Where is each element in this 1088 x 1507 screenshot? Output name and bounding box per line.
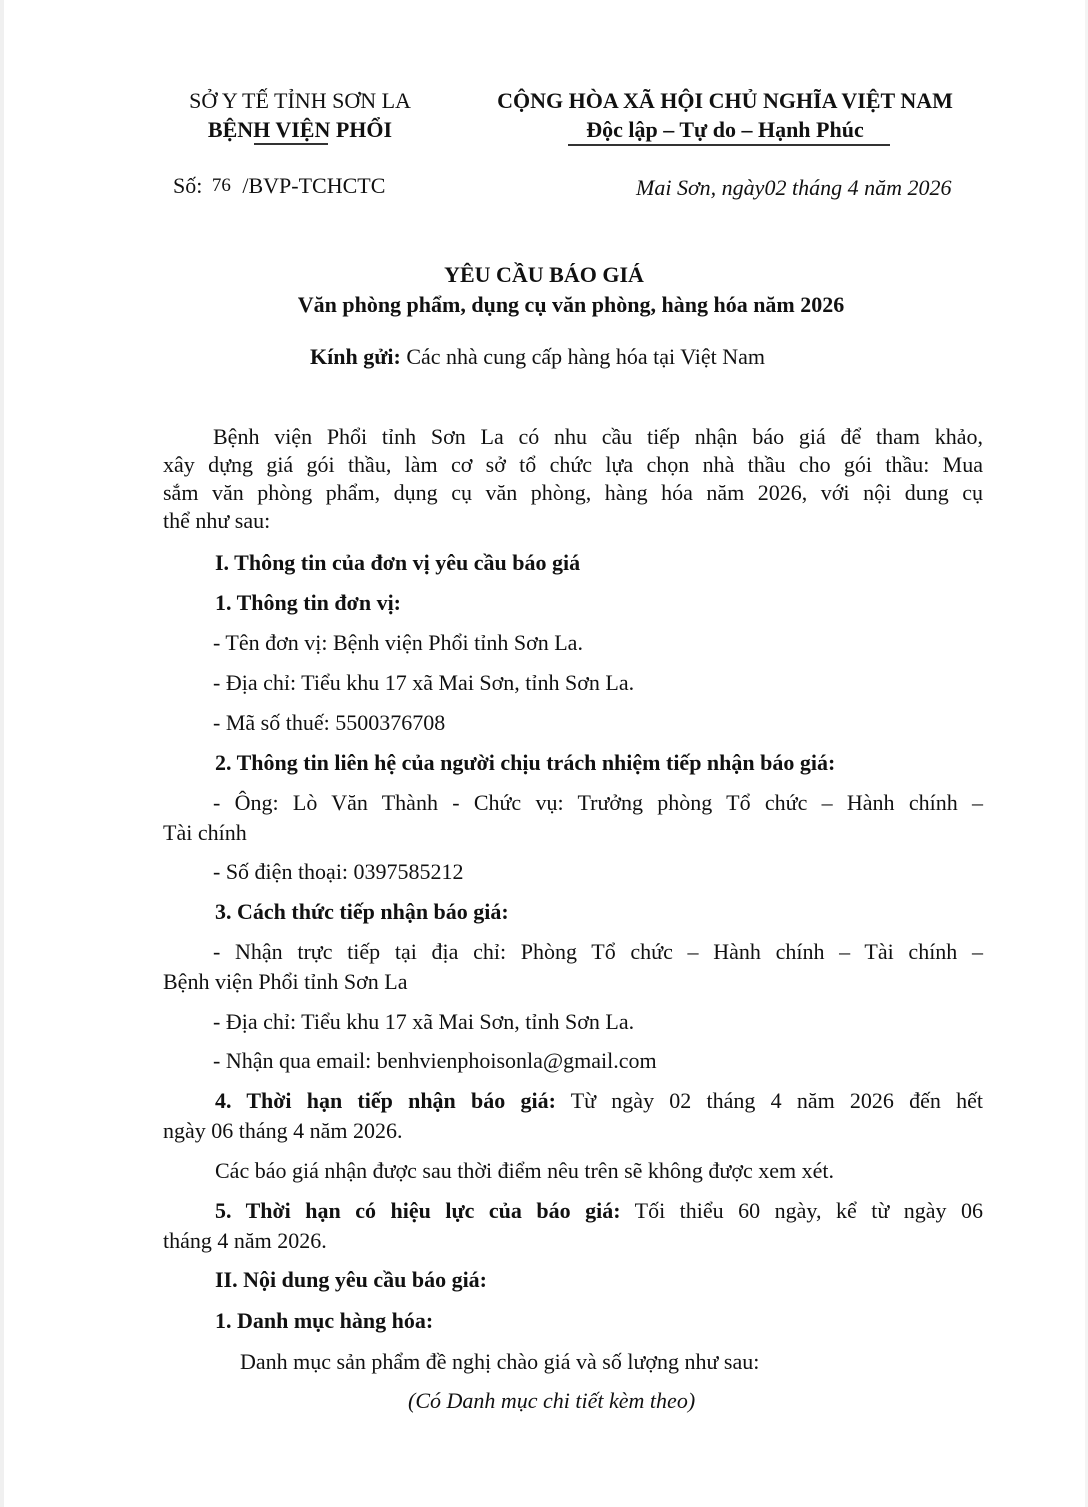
method-email: - Nhận qua email: benhvienphoisonla@gmail.com: [213, 1048, 657, 1073]
recipient-line: [310, 342, 765, 372]
contact-person: [163, 788, 983, 848]
validity-label: 5. Thời hạn có hiệu lực của báo giá:: [215, 1198, 621, 1223]
method-direct: [163, 937, 983, 997]
document-title: YÊU CẦU BÁO GIÁ: [444, 262, 644, 287]
late-note: Các báo giá nhận được sau thời điểm nêu trên sẽ không được xem xét.: [215, 1158, 834, 1183]
intro-line: xây dựng giá gói thầu, làm cơ sở tổ chức lựa chọn nhà thầu cho gói thầu: Mua: [163, 452, 983, 477]
motto-text: Độc lập – Tự do – Hạnh Phúc: [586, 117, 864, 142]
unit-info-heading: 1. Thông tin đơn vị:: [215, 590, 402, 615]
unit-tax-code: - Mã số thuế: 5500376708: [213, 710, 446, 735]
page-edge-left: [0, 0, 4, 1507]
document-subtitle: Văn phòng phẩm, dụng cụ văn phòng, hàng hóa năm 2026: [297, 292, 845, 317]
contact-phone: - Số điện thoại: 0397585212: [213, 859, 464, 884]
national-block: [460, 86, 990, 144]
intro-line: Bệnh viện Phổi tỉnh Sơn La có nhu cầu tiếp nhận báo giá để tham khảo,: [213, 424, 983, 449]
section-1-heading: I. Thông tin của đơn vị yêu cầu báo giá: [215, 550, 581, 575]
deadline-label: 4. Thời hạn tiếp nhận báo giá:: [215, 1088, 556, 1113]
unit-name: - Tên đơn vị: Bệnh viện Phổi tỉnh Sơn La.: [213, 630, 583, 655]
recipient: Các nhà cung cấp hàng hóa tại Việt Nam: [406, 344, 766, 369]
contact-heading: 2. Thông tin liên hệ của người chịu trách nhiệm tiếp nhận báo giá:: [215, 750, 836, 775]
doc-number-label: Số:: [173, 173, 203, 198]
doc-number: 76: [211, 175, 231, 196]
method-heading: 3. Cách thức tiếp nhận báo giá:: [215, 899, 509, 924]
department-name: SỞ Y TẾ TỈNH SƠN LA: [189, 88, 411, 113]
section-2-heading: II. Nội dung yêu cầu báo giá:: [215, 1267, 488, 1292]
intro-line: thể như sau:: [163, 508, 271, 533]
method-line: Bệnh viện Phổi tỉnh Sơn La: [163, 969, 408, 994]
validity-line: [215, 1196, 983, 1226]
motto: [460, 115, 990, 144]
motto-underline: [568, 144, 890, 146]
deadline-line: [215, 1086, 983, 1116]
deadline-line: ngày 06 tháng 4 năm 2026.: [163, 1118, 403, 1143]
attachment-note: (Có Danh mục chi tiết kèm theo): [408, 1388, 696, 1413]
deadline: [163, 1086, 983, 1146]
place-date: [636, 174, 951, 202]
validity: [163, 1196, 983, 1256]
contact-line: Tài chính: [163, 820, 247, 845]
method-address: - Địa chỉ: Tiểu khu 17 xã Mai Sơn, tỉnh Sơn La.: [213, 1009, 635, 1034]
recipient-label: Kính gửi:: [310, 344, 401, 369]
unit-address: - Địa chỉ: Tiểu khu 17 xã Mai Sơn, tỉnh Sơn La.: [213, 670, 635, 695]
place-date-prefix: Mai Sơn, ngày: [636, 175, 765, 200]
method-line: - Nhận trực tiếp tại địa chỉ: Phòng Tổ chức – Hành chính – Tài chính –: [213, 939, 983, 964]
hospital-underline: [254, 143, 328, 145]
deadline-value: Từ ngày 02 tháng 4 năm 2026 đến hết: [555, 1088, 983, 1113]
validity-line: tháng 4 năm 2026.: [163, 1228, 327, 1253]
document-number: [173, 172, 385, 202]
hospital-name-text: BỆNH VIỆN PHỔI: [207, 117, 393, 142]
contact-line: - Ông: Lò Văn Thành - Chức vụ: Trưởng phòng Tổ chức – Hành chính –: [213, 790, 983, 815]
intro-paragraph: [163, 423, 983, 535]
goods-heading: 1. Danh mục hàng hóa:: [215, 1308, 434, 1333]
country-name: CỘNG HÒA XÃ HỘI CHỦ NGHĨA VIỆT NAM: [497, 88, 953, 113]
place-date-value: 02 tháng 4 năm 2026: [764, 175, 952, 200]
issuer-block: [150, 86, 450, 144]
doc-code: /BVP-TCHCTC: [242, 173, 386, 198]
goods-text: Danh mục sản phẩm đề nghị chào giá và số lượng như sau:: [240, 1349, 760, 1374]
validity-value: Tối thiểu 60 ngày, kể từ ngày 06: [620, 1198, 983, 1223]
hospital-name: [150, 115, 450, 144]
intro-line: sắm văn phòng phẩm, dụng cụ văn phòng, hàng hóa năm 2026, với nội dung cụ: [163, 480, 983, 505]
